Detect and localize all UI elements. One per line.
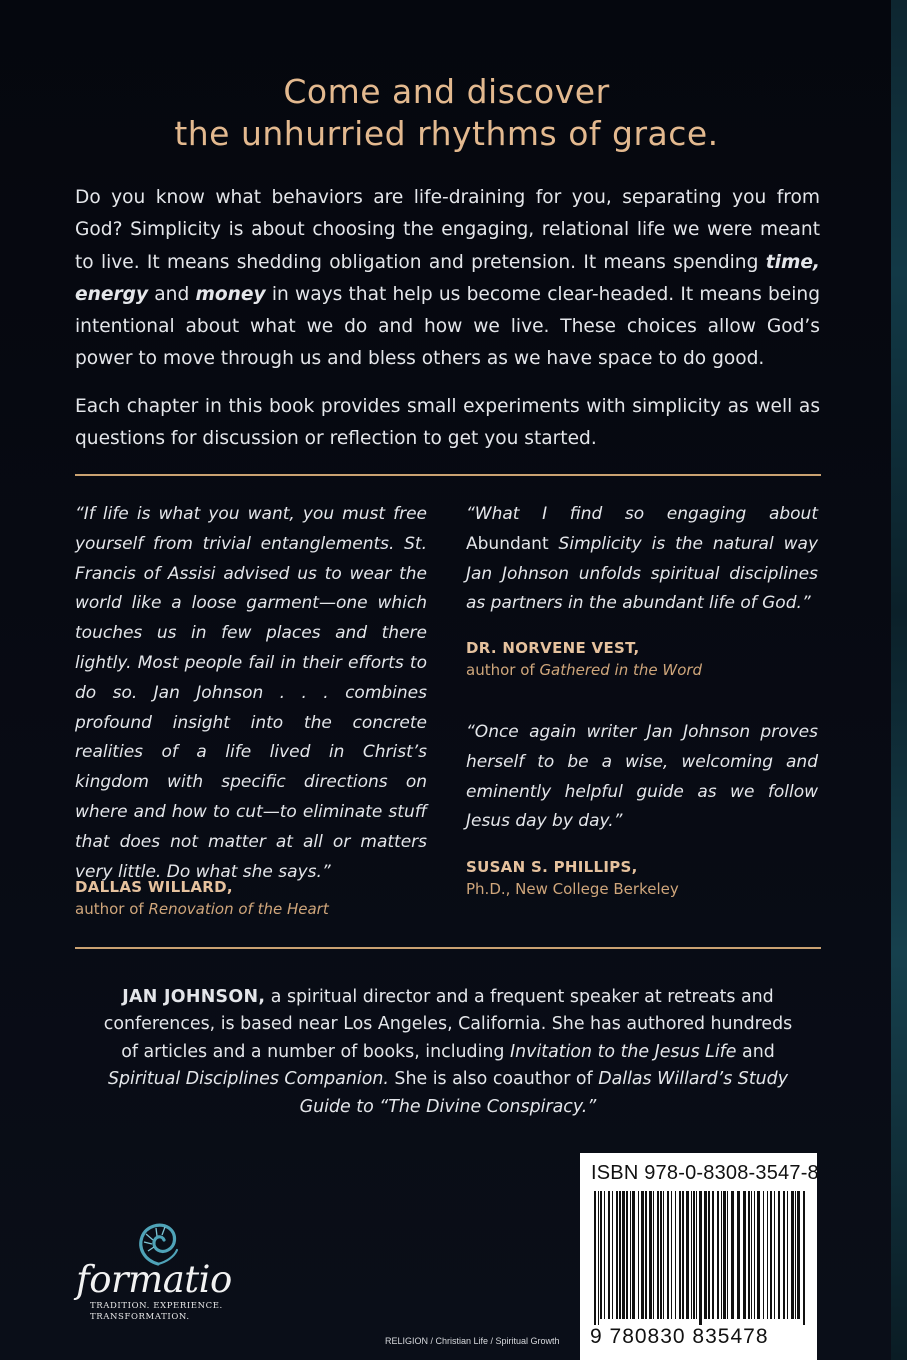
barcode-bar: [641, 1191, 644, 1319]
barcode-bar: [708, 1191, 710, 1319]
barcode-bar: [691, 1191, 692, 1319]
barcode-bar: [653, 1191, 654, 1319]
endorsement-quote-vest: [466, 500, 818, 619]
endorser-book-title: Renovation of the Heart: [148, 900, 329, 918]
barcode-bar: [679, 1191, 681, 1319]
bio-book-3: Dallas Willard’s Study Guide to “The Divine Conspiracy.”: [299, 1069, 789, 1117]
headline-line-1: Come and discover: [283, 72, 610, 111]
barcode-bar: [774, 1191, 775, 1319]
barcode-bar: [712, 1191, 714, 1319]
endorsement-attribution-phillips: [466, 856, 679, 900]
endorser-name-vest: DR. NORVENE VEST,: [466, 639, 640, 657]
barcode-bar: [783, 1191, 785, 1319]
endorser-name-phillips: SUSAN S. PHILLIPS,: [466, 858, 638, 876]
barcode-bar: [803, 1191, 805, 1325]
barcode-bar: [663, 1191, 664, 1319]
barcode-bars: [590, 1191, 808, 1325]
barcode-bar: [671, 1191, 672, 1319]
endorser-book-title: Gathered in the Word: [539, 661, 703, 679]
endorsement-attribution-vest: [466, 637, 702, 681]
endorsement-quote-willard: “If life is what you want, you must free yourself from trivial entanglements. St. Francis of Assisi advised us to wear the world like a loose garment—one which touches us in few places and there lightly. Most people fail in their efforts to do so. Jan Johnson . . . combines profound insight into the concrete realities of a life lived in Christ’s kingdom with specific directions on where and how to cut—to eliminate stuff that does not matter at all or matters very little. Do what she says.”: [75, 504, 427, 882]
barcode-bar: [723, 1191, 726, 1319]
barcode-bar: [731, 1191, 734, 1319]
barcode-digits: 9 780830 835478: [590, 1325, 769, 1348]
bio-book-2: Spiritual Disciplines Companion.: [107, 1069, 389, 1090]
isbn-barcode: [580, 1153, 817, 1360]
endorser-role-prefix: author of: [466, 661, 540, 679]
author-bio: [95, 984, 801, 1121]
barcode-bar: [632, 1191, 635, 1319]
emphasis-time: time,: [765, 251, 820, 273]
chapter-paragraph: Each chapter in this book provides small experiments with simplicity as well as questions for discussion or reflection to get you started.: [75, 396, 820, 450]
barcode-bar: [737, 1191, 740, 1319]
intro-paragraph: [75, 182, 820, 376]
barcode-bar: [660, 1191, 662, 1319]
cover-edge-texture: [891, 0, 907, 1360]
barcode-bar: [770, 1191, 772, 1319]
divider-top: [75, 474, 821, 476]
quote-vest-rest: Simplicity is the natural way Jan Johnson unfolds spiritual disciplines as partners in the abundant life of God.”: [466, 533, 818, 614]
endorser-role-willard: [75, 898, 329, 920]
barcode-bar: [704, 1191, 707, 1319]
endorser-role-phillips: Ph.D., New College Berkeley: [466, 880, 679, 898]
barcode-bar: [638, 1191, 639, 1319]
barcode-bar: [608, 1191, 610, 1319]
intro-text-2: and: [148, 283, 196, 305]
intro-text-1: Do you know what behaviors are life-draining for you, separating you from God? Simplicity is about choosing the engaging, relational life we were meant to live. It means shedding obligation and pretension. It means spending: [75, 187, 820, 273]
divider-bottom: [75, 947, 821, 949]
headline-line-2: the unhurried rhythms of grace.: [174, 114, 719, 153]
barcode-bar: [778, 1191, 780, 1319]
barcode-bar: [791, 1191, 794, 1319]
barcode-bar: [699, 1191, 702, 1325]
logo-tagline-2: TRANSFORMATION.: [90, 1312, 190, 1322]
barcode-bar: [696, 1191, 697, 1319]
barcode-bar: [693, 1191, 695, 1319]
bio-text-1: a spiritual director and a frequent speaker at retreats and conferences, is based near Los Angeles, California. She has authored hundreds of articles and a number of books, including: [103, 987, 793, 1062]
barcode-bar: [645, 1191, 647, 1319]
barcode-bar: [748, 1191, 750, 1319]
barcode-bar: [717, 1191, 719, 1319]
bio-text-3: She is also coauthor of: [388, 1069, 599, 1090]
barcode-bar: [649, 1191, 652, 1319]
barcode-bar: [600, 1191, 602, 1319]
author-name: JAN JOHNSON,: [122, 987, 266, 1007]
barcode-bar: [657, 1191, 659, 1319]
barcode-bar: [616, 1191, 618, 1319]
barcode-bar: [743, 1191, 746, 1319]
barcode-bar: [622, 1191, 625, 1319]
barcode-bar: [787, 1191, 788, 1319]
barcode-bar: [751, 1191, 752, 1319]
formatio-logo: [72, 1220, 247, 1330]
emphasis-money: money: [195, 283, 266, 305]
barcode-bar: [626, 1191, 628, 1319]
barcode-bar: [763, 1191, 764, 1319]
barcode-bar: [686, 1191, 689, 1319]
bio-book-1: Invitation to the Jesus Life: [510, 1041, 737, 1062]
barcode-bar: [619, 1191, 621, 1319]
barcode-bar: [757, 1191, 760, 1319]
endorser-role-vest: [466, 659, 702, 681]
barcode-bar: [604, 1191, 605, 1319]
barcode-bar: [675, 1191, 676, 1319]
isbn-label: ISBN 978-0-8308-3547-8: [591, 1162, 819, 1184]
barcode-bar: [667, 1191, 669, 1319]
barcode-bar: [612, 1191, 613, 1319]
endorser-role-prefix: author of: [75, 900, 149, 918]
endorsement-attribution-willard: [75, 876, 329, 920]
category-label: RELIGION / Christian Life / Spiritual Growth: [385, 1336, 560, 1346]
endorsement-quote-phillips: “Once again writer Jan Johnson proves herself to be a wise, welcoming and eminently helpful guide as we follow Jesus day by day.”: [466, 722, 818, 832]
barcode-bar: [754, 1191, 755, 1319]
quote-vest-open: “What I find so engaging about: [466, 504, 818, 524]
endorser-name-willard: DALLAS WILLARD,: [75, 878, 233, 896]
emphasis-energy: energy: [75, 283, 149, 305]
quote-vest-book-title: Abundant: [466, 533, 549, 554]
logo-wordmark: formatio: [76, 1258, 232, 1301]
barcode-bar: [721, 1191, 722, 1319]
logo-tagline-1: TRADITION. EXPERIENCE.: [90, 1301, 223, 1311]
barcode-bar: [598, 1191, 599, 1325]
bio-text-2: and: [736, 1041, 775, 1062]
barcode-bar: [795, 1191, 796, 1319]
barcode-bar: [727, 1191, 728, 1319]
barcode-bar: [630, 1191, 631, 1319]
barcode-bar: [767, 1191, 768, 1319]
barcode-bar: [797, 1191, 800, 1319]
barcode-bar: [682, 1191, 684, 1319]
intro-text-3: in ways that help us become clear-headed. It means being intentional about what we do and how we live. These choices allow God’s power to move through us and bless others as we have space to do good.: [75, 283, 820, 370]
barcode-bar: [594, 1191, 596, 1325]
